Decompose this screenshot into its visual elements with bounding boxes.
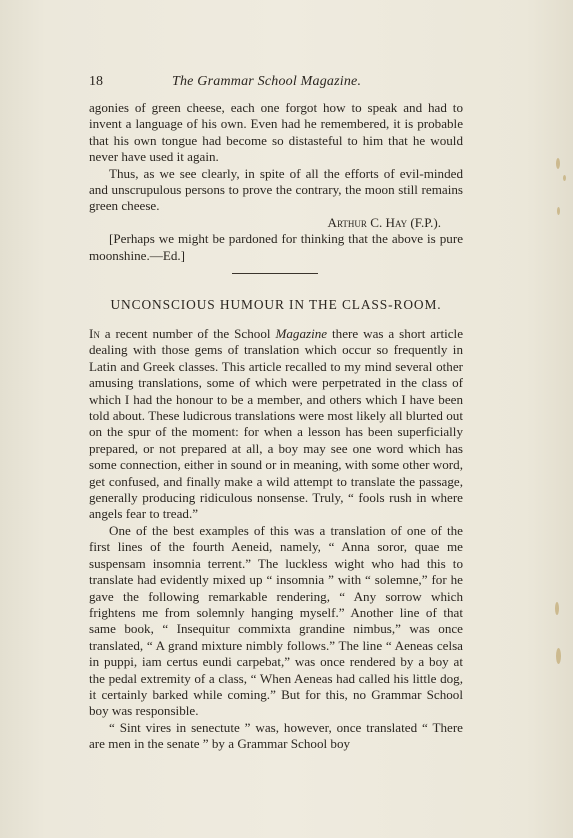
paragraph: “ Sint vires in senectute ” was, however, once translated “ There are men in the senate ” by a Grammar School boy [89,719,463,752]
running-title: The Grammar School Magazine. [172,74,362,89]
editor-note: [Perhaps we might be pardoned for thinking that the above is pure moonshine.—Ed.] [89,231,463,263]
foxing-stain [557,207,560,215]
paragraph: agonies of green cheese, each one forgot how to speak and had to invent a language of his own. Even had he remembered, it is probable that his own tongue had become so distasteful to him that he would never have used it again. [89,100,463,165]
italic-magazine: Magazine [275,326,328,341]
drop-lead: In [89,326,100,341]
page-header [89,74,464,92]
paragraph: Thus, as we see clearly, in spite of all the efforts of evil-minded and unscrupulous persons to prove the contrary, the moon still remains green cheese. [89,165,463,214]
foxing-stain [556,648,561,664]
previous-article-ending [89,100,463,264]
foxing-stain [555,602,559,615]
paragraph: In a recent number of the School Magazine there was a short article dealing with those gems of translation which occur so frequently in Latin and Greek classes. This article recalled to my mind several other amusing translations, some of which were perpetrated in the class of which I had the honour to be a member, and others which I have been told about. These ludicrous translations were most likely all blurted out on the spur of the moment: for when a lesson has been superficially prepared, or not prepared at all, a boy may see one word which has some connection, either in sound or in meaning, with some other word, get confused, and finally make a wild attempt to translate the passage, generally producing ridiculous nonsense. Truly, “ fools rush in where angels fear to tread.” [89,326,464,522]
author-signature: Arthur C. Hay (F.P.). [327,214,441,230]
foxing-stain [563,175,566,181]
article-title: UNCONSCIOUS HUMOUR IN THE CLASS-ROOM. [110,297,442,312]
article-body [89,326,463,753]
paragraph: One of the best examples of this was a translation of one of the first lines of the fourth Aeneid, namely, “ Anna soror, quae me suspensam insomnia terrent.” The luckless wight who had this to translate had evidently mixed up “ insomnia ” with “ solemne,” for he gave the following remarkable rendering, “ Any sorrow which frightens me from solemnly hanging myself.” Another line of that same book, “ Insequitur commixta grandine nimbus,” was once translated, “ A grand mixture nimbly follows.” The line “ Aeneas celsa in puppi, iam certus eundi carpebat,” was once rendered by a boy at the pedal extremity of a class, “ When Aeneas had called his little dog, it certainly barked while coming.” But for this, no Grammar School boy was responsible. [89,522,463,719]
foxing-stain [556,158,560,169]
section-divider [232,273,318,274]
page-number: 18 [89,74,103,89]
